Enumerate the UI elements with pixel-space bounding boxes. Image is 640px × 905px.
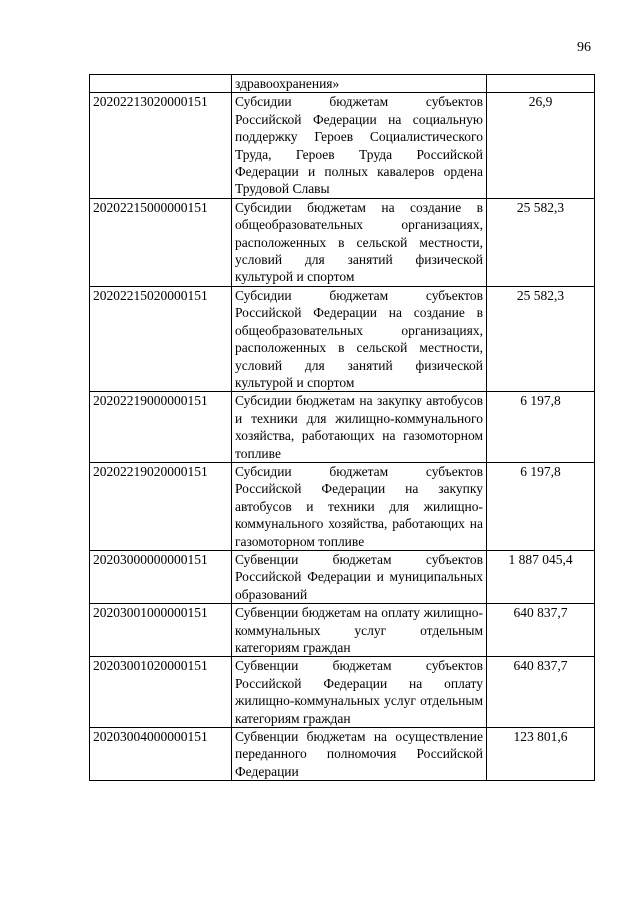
- row-sum: 6 197,8: [487, 392, 595, 463]
- table-row: [90, 604, 595, 657]
- row-code: 20202215000000151: [90, 198, 232, 286]
- row-sum: 26,9: [487, 93, 595, 198]
- table-row: [90, 392, 595, 463]
- row-sum: 123 801,6: [487, 728, 595, 781]
- budget-table: [89, 74, 595, 781]
- row-name: Субвенции бюджетам на осуществление переданного полномочия Российской Федерации: [232, 728, 487, 781]
- row-code: 20202219020000151: [90, 462, 232, 550]
- row-name: Субсидии бюджетам на закупку автобусов и техники для жилищно-коммунального хозяйства, работающих на газомоторном топливе: [232, 392, 487, 463]
- row-sum: 25 582,3: [487, 286, 595, 391]
- table-row: [90, 93, 595, 198]
- row-sum: 25 582,3: [487, 198, 595, 286]
- row-name: Субвенции бюджетам субъектов Российской Федерации и муниципальных образований: [232, 550, 487, 603]
- row-name: здравоохранения»: [232, 75, 487, 93]
- row-code: 20203000000000151: [90, 550, 232, 603]
- table-row: [90, 728, 595, 781]
- row-sum: 640 837,7: [487, 657, 595, 728]
- row-name: Субсидии бюджетам субъектов Российской Федерации на создание в общеобразовательных организациях, расположенных в сельской местности, условий для занятий физической культурой и спортом: [232, 286, 487, 391]
- row-sum: 640 837,7: [487, 604, 595, 657]
- row-sum: 6 197,8: [487, 462, 595, 550]
- table-row: [90, 462, 595, 550]
- row-sum: [487, 75, 595, 93]
- table-row: [90, 286, 595, 391]
- row-name: Субвенции бюджетам на оплату жилищно-коммунальных услуг отдельным категориям граждан: [232, 604, 487, 657]
- row-code: 20203001020000151: [90, 657, 232, 728]
- table-row: [90, 657, 595, 728]
- row-code: 20202219000000151: [90, 392, 232, 463]
- table-row: [90, 75, 595, 93]
- row-name: Субсидии бюджетам субъектов Российской Федерации на закупку автобусов и техники для жилищно-коммунального хозяйства, работающих на газомоторном топливе: [232, 462, 487, 550]
- row-name: Субсидии бюджетам на создание в общеобразовательных организациях, расположенных в сельской местности, условий для занятий физической культурой и спортом: [232, 198, 487, 286]
- page-number: 96: [577, 40, 591, 55]
- row-name: Субвенции бюджетам субъектов Российской Федерации на оплату жилищно-коммунальных услуг отдельным категориям граждан: [232, 657, 487, 728]
- row-name: Субсидии бюджетам субъектов Российской Федерации на социальную поддержку Героев Социалистического Труда, Героев Труда Российской Федерации и полных кавалеров ордена Трудовой Славы: [232, 93, 487, 198]
- row-sum: 1 887 045,4: [487, 550, 595, 603]
- row-code: 20203004000000151: [90, 728, 232, 781]
- row-code: 20202213020000151: [90, 93, 232, 198]
- row-code: 20203001000000151: [90, 604, 232, 657]
- row-code: [90, 75, 232, 93]
- table-row: [90, 550, 595, 603]
- table-row: [90, 198, 595, 286]
- row-code: 20202215020000151: [90, 286, 232, 391]
